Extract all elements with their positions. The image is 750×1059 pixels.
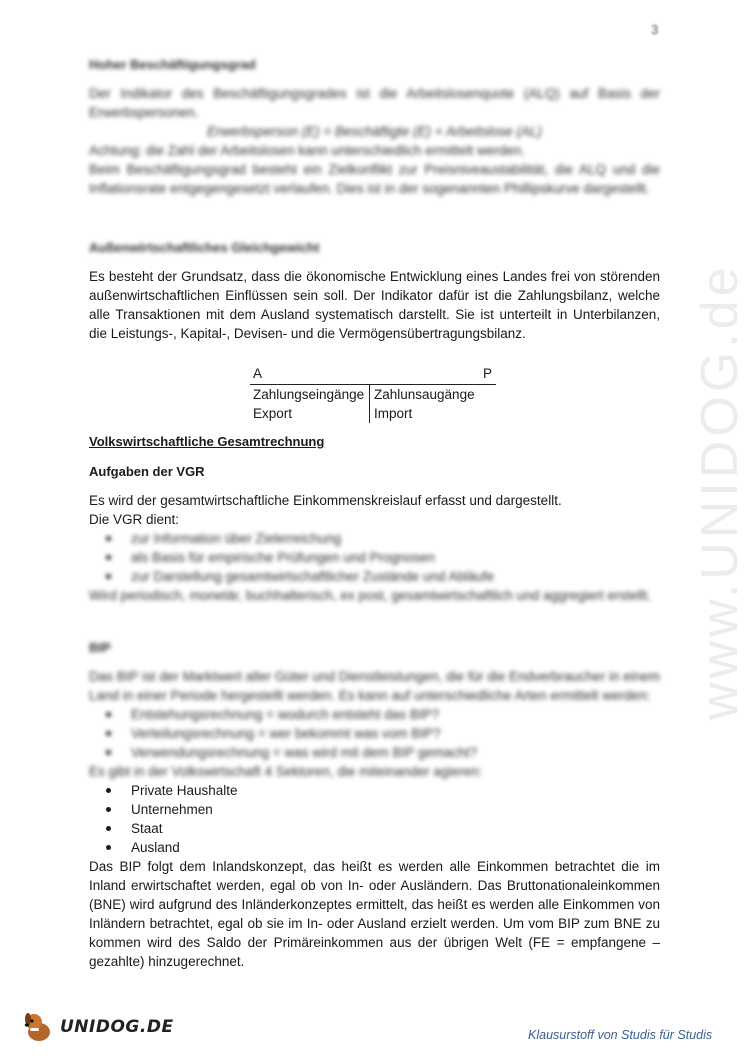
account-table: [250, 364, 496, 423]
section-vgr: [89, 432, 660, 605]
table-header-left: A: [253, 366, 263, 381]
list-item: zur Information über Zielerreichung: [131, 529, 660, 548]
list-item: Staat: [131, 819, 660, 838]
list-item: Verteilungsrechnung = wer bekommt was vom BIP?: [131, 724, 660, 743]
table-cell: Zahlungseingänge: [250, 385, 370, 404]
watermark: www.UNIDOG.de: [691, 263, 749, 720]
bip-text: Das BIP ist der Marktwert aller Güter und Dienstleistungen, die für die Endverbraucher in einem Land in einer Periode hergestellt werden. Es kann auf unterschiedliche Arten ermittelt werden:: [89, 669, 660, 703]
list-item: Unternehmen: [131, 800, 660, 819]
employment-text: Der Indikator des Beschäftigungsgrades ist die Arbeitslosenquote (ALQ) auf Basis der Erwerbspersonen.: [89, 86, 660, 120]
table-header-right: P: [482, 366, 492, 381]
vgr-subheading: Aufgaben der VGR: [89, 464, 205, 479]
section-bip: [89, 638, 660, 971]
page-number: 3: [651, 22, 659, 37]
table-cell: Import: [374, 406, 413, 421]
section-external: [89, 238, 660, 343]
bip-sectors-list: [89, 781, 660, 857]
footer-brand: UNIDOG.DE: [60, 1017, 174, 1037]
footer-logo: [22, 1010, 174, 1044]
section-employment: [89, 55, 660, 198]
bip-heading: BIP: [89, 640, 111, 655]
list-item: Ausland: [131, 838, 660, 857]
external-text: Es besteht der Grundsatz, dass die ökonomische Entwicklung eines Landes frei von störenden außenwirtschaftlichen Einflüssen sein soll. Der Indikator dafür ist die Zahlungsbilanz, welche alle Transaktionen mit dem Ausland systematisch darstellt. Sie ist unterteilt in Unterbilanzen, die Leistungs-, Kapital-, Devisen- und die Vermögensübertragungsbilanz.: [89, 269, 660, 341]
table-row: [250, 404, 496, 423]
table-header: [250, 364, 496, 385]
vgr-heading: Volkswirtschaftliche Gesamtrechnung: [89, 434, 325, 449]
table-cell: Export: [250, 404, 370, 423]
dog-logo-icon: [22, 1010, 56, 1044]
employment-text-2: Beim Beschäftigungsgrad besteht ein Zielkonflikt zur Preisniveaustabilität, die ALQ und die Inflationsrate entgegengesetzt verlaufen. Dies ist in der sogenannten Phillipskurve dargestellt.: [89, 162, 660, 196]
vgr-after-text: Wird periodisch, monetär, buchhalterisch, ex post, gesamtwirtschaftlich und aggregiert erstellt.: [89, 588, 652, 603]
table-cell: Zahlunsaugänge: [374, 387, 475, 402]
list-item: Private Haushalte: [131, 781, 660, 800]
vgr-bullet-list: [89, 529, 660, 586]
bip-methods-list: [89, 705, 660, 762]
list-item: als Basis für empirische Prüfungen und Prognosen: [131, 548, 660, 567]
employment-note: Achtung: die Zahl der Arbeitslosen kann unterschiedlich ermittelt werden.: [89, 143, 525, 158]
list-item: Verwendungsrechnung = was wird mit dem BIP gemacht?: [131, 743, 660, 762]
vgr-line-2: Die VGR dient:: [89, 512, 180, 527]
footer-tagline: Klausurstoff von Studis für Studis: [528, 1028, 713, 1042]
vgr-line-1: Es wird der gesamtwirtschaftliche Einkommenskreislauf erfasst und dargestellt.: [89, 493, 562, 508]
list-item: zur Darstellung gesamtwirtschaftlicher Zustände und Abläufe: [131, 567, 660, 586]
employment-formula: Erwerbsperson (E) = Beschäftigte (E) + Arbeitslose (AL): [207, 124, 542, 139]
bip-sectors-intro: Es gibt in der Volkswirtschaft 4 Sektoren, die miteinander agieren:: [89, 764, 483, 779]
employment-heading: Hoher Beschäftigungsgrad: [89, 57, 256, 72]
bip-conclusion: Das BIP folgt dem Inlandskonzept, das heißt es werden alle Einkommen betrachtet die im Inland erwirtschaftet werden, egal ob von In- oder Ausländern. Das Bruttonationaleinkommen (BNE) wird aufgrund des Inländerkonzeptes ermittelt, das heißt es werden alle Einkommen von Inländern betrachtet, egal ob sie im In- oder Ausland erzielt werden. Um vom BIP zum BNE zu kommen wird des Saldo der Primäreinkommen aus der übrigen Welt (FE = empfangene – gezahlte) hinzugerechnet.: [89, 859, 660, 969]
table-row: [250, 385, 496, 404]
list-item: Entstehungsrechnung = wodurch entsteht das BIP?: [131, 705, 660, 724]
external-heading: Außenwirtschaftliches Gleichgewicht: [89, 240, 320, 255]
